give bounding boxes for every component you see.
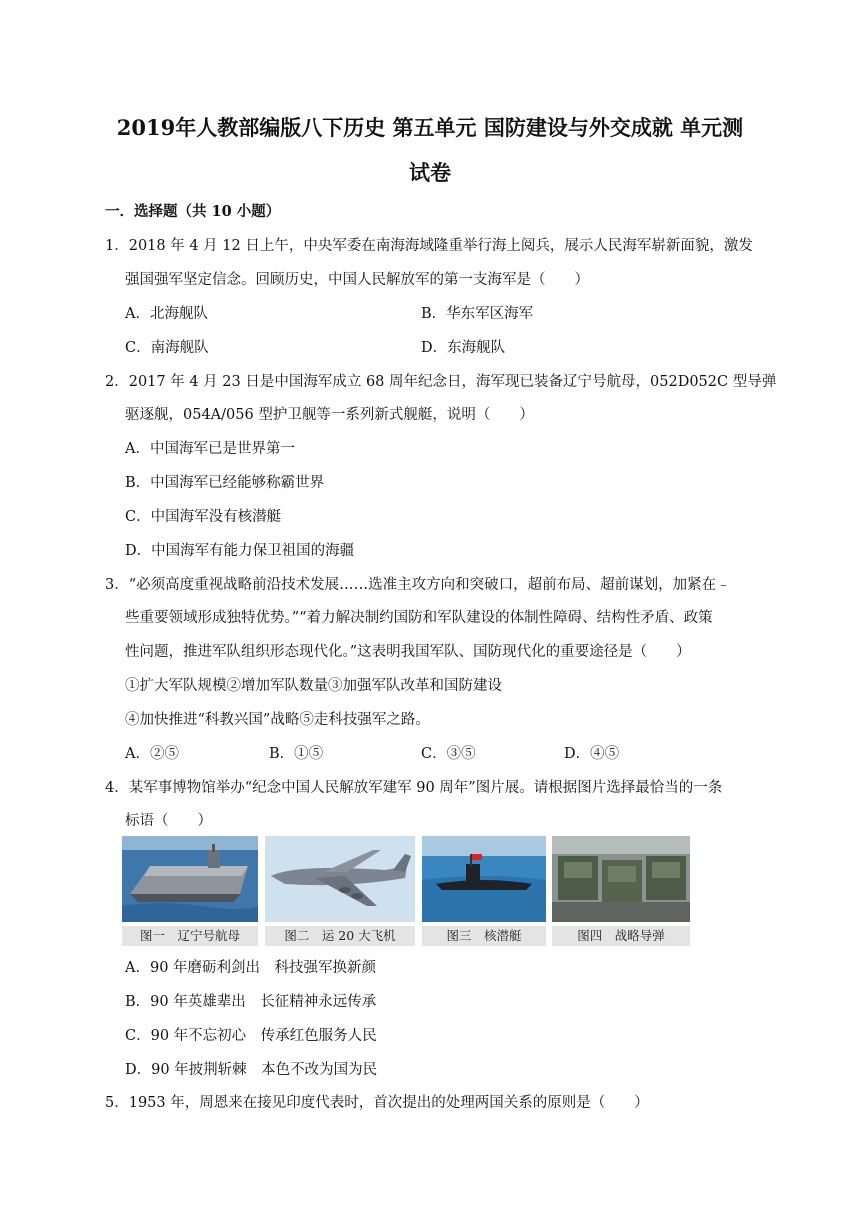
question-2-option-a: A．中国海军已是世界第一 bbox=[125, 441, 295, 457]
question-2-stem: 2．2017 年 4 月 23 日是中国海军成立 68 周年纪念日，海军现已装备辽宁号航母，052D052C 型导弹 bbox=[105, 374, 777, 390]
figure-strategic-missiles bbox=[552, 836, 690, 922]
question-1-option-b: B．华东军区海军 bbox=[421, 306, 534, 322]
question-4-stem: 4．某军事博物馆举办“纪念中国人民解放军建军 90 周年”图片展。请根据图片选择最恰当的一条 bbox=[105, 780, 723, 796]
question-4-option-a: A．90 年磨砺利剑出 科技强军换新颜 bbox=[125, 960, 377, 976]
figure-1-caption: 图一 辽宁号航母 bbox=[122, 926, 258, 946]
question-3-stem: 3．“必须高度重视战略前沿技术发展……选准主攻方向和突破口，超前布局、超前谋划，加紧在﹣ bbox=[105, 577, 731, 593]
question-1-stem: 1．2018 年 4 月 12 日上午，中央军委在南海海域隆重举行海上阅兵，展示人民海军崭新面貌，激发 bbox=[105, 238, 753, 254]
question-1-option-d: D．东海舰队 bbox=[421, 340, 506, 356]
section-heading: 一．选择题（共 10 小题） bbox=[105, 203, 281, 220]
figure-4-caption: 图四 战略导弹 bbox=[552, 926, 690, 946]
question-3-items-2: ④加快推进“科教兴国”战略⑤走科技强军之路。 bbox=[125, 712, 430, 728]
question-1-stem-cont: 强国强军坚定信念。回顾历史，中国人民解放军的第一支海军是（ ） bbox=[125, 272, 589, 288]
question-3-option-a: A．②⑤ bbox=[125, 746, 179, 762]
question-3-items-1: ①扩大军队规模②增加军队数量③加强军队改革和国防建设 bbox=[125, 678, 502, 694]
question-2-option-b: B．中国海军已经能够称霸世界 bbox=[125, 475, 325, 491]
question-4-figure-strip bbox=[122, 836, 690, 948]
question-3-stem-cont2: 性问题，推进军队组织形态现代化。”这表明我国军队、国防现代化的重要途径是（ ） bbox=[125, 644, 691, 660]
question-3-option-b: B．①⑤ bbox=[269, 746, 324, 762]
question-1-option-a: A．北海舰队 bbox=[125, 306, 208, 322]
figure-nuclear-submarine bbox=[422, 836, 546, 922]
question-4-option-b: B．90 年英雄辈出 长征精神永远传承 bbox=[125, 994, 377, 1010]
exam-title-line2: 试卷 bbox=[409, 160, 451, 185]
question-2-stem-cont: 驱逐舰，054A/056 型护卫舰等一系列新式舰艇，说明（ ） bbox=[125, 407, 534, 423]
exam-title-line1: 2019年人教部编版八下历史 第五单元 国防建设与外交成就 单元测 bbox=[116, 115, 744, 140]
question-2-option-c: C．中国海军没有核潜艇 bbox=[125, 509, 282, 525]
figure-3-caption: 图三 核潜艇 bbox=[422, 926, 546, 946]
question-5-stem: 5．1953 年，周恩来在接见印度代表时，首次提出的处理两国关系的原则是（ ） bbox=[105, 1095, 649, 1111]
question-3-option-d: D．④⑤ bbox=[564, 746, 620, 762]
question-4-stem-cont: 标语（ ） bbox=[125, 813, 212, 829]
figure-aircraft-carrier bbox=[122, 836, 258, 922]
question-3-stem-cont1: 些重要领域形成独特优势。”“着力解决制约国防和军队建设的体制性障碍、结构性矛盾、政策 bbox=[125, 610, 713, 626]
question-2-option-d: D．中国海军有能力保卫祖国的海疆 bbox=[125, 543, 355, 559]
question-3-option-c: C．③⑤ bbox=[421, 746, 476, 762]
question-4-option-d: D．90 年披荆斩棘 本色不改为国为民 bbox=[125, 1062, 378, 1078]
figure-transport-aircraft bbox=[265, 836, 415, 922]
question-4-option-c: C．90 年不忘初心 传承红色服务人民 bbox=[125, 1028, 377, 1044]
figure-2-caption: 图二 运 20 大飞机 bbox=[265, 926, 415, 946]
question-1-option-c: C．南海舰队 bbox=[125, 340, 209, 356]
